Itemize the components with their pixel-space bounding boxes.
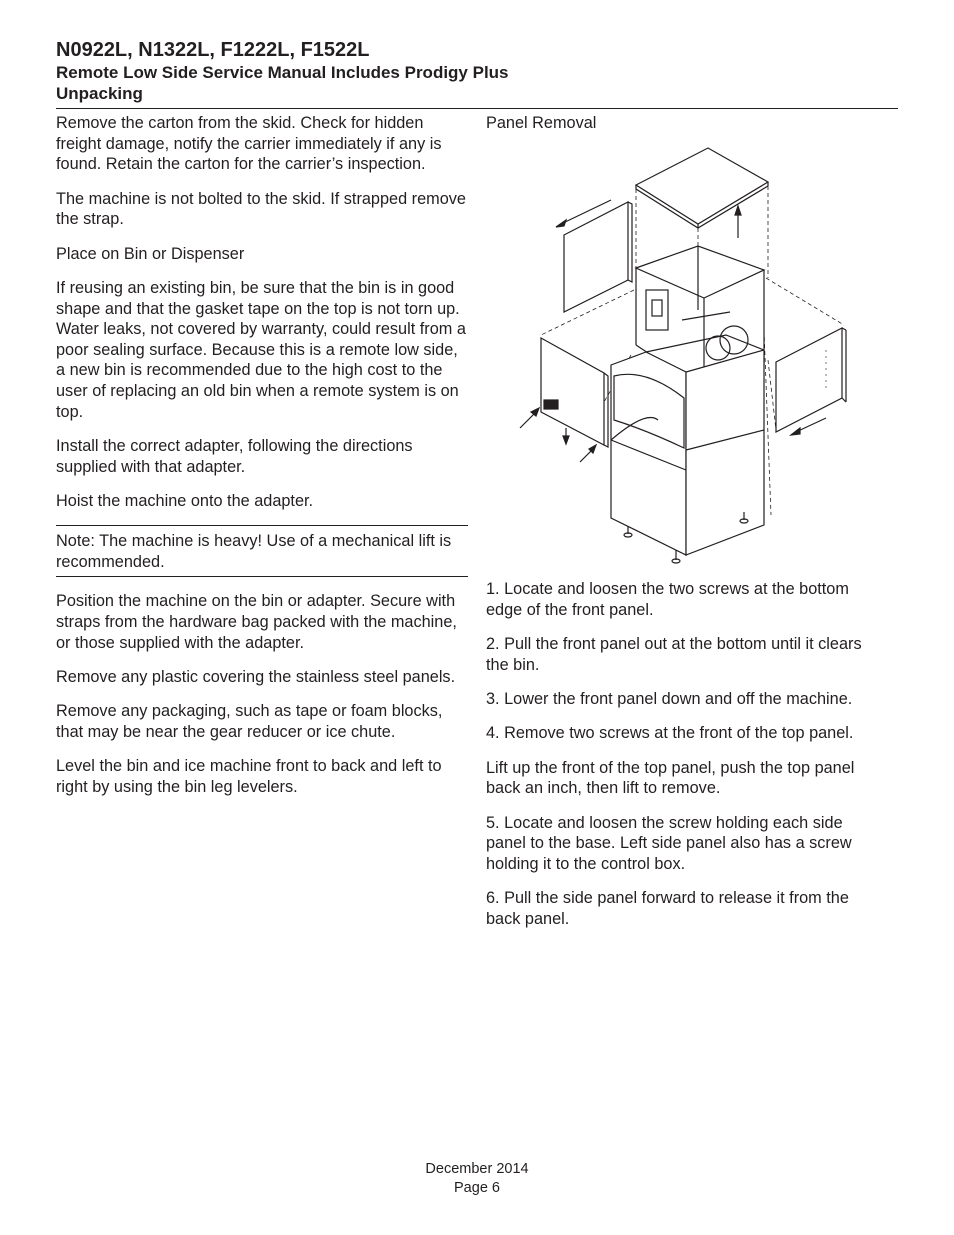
paragraph-level: Level the bin and ice machine front to back and left to right by using the bin leg levelers.	[56, 757, 442, 797]
left-column	[56, 113, 468, 811]
step-3: 3. Lower the front panel down and off the machine.	[486, 689, 853, 708]
paragraph-skid: The machine is not bolted to the skid. If strapped remove the strap.	[56, 189, 466, 229]
step-1: 1. Locate and loosen the two screws at the bottom edge of the front panel.	[486, 580, 849, 619]
step-4: 4. Remove two screws at the front of the top panel.	[486, 724, 854, 743]
section-title: Unpacking	[56, 84, 143, 103]
footer-page-number: Page 6	[454, 1180, 500, 1196]
page-header	[56, 38, 898, 104]
paragraph-hoist: Hoist the machine onto the adapter.	[56, 491, 314, 510]
step-6: 6. Pull the side panel forward to release it from the back panel.	[486, 889, 849, 928]
page-footer	[0, 1160, 954, 1198]
removal-steps	[486, 579, 886, 943]
figure-caption: Panel Removal	[486, 114, 597, 132]
paragraph-carton: Remove the carton from the skid. Check for hidden freight damage, notify the carrier immediately if any is found. Retain the carton for the carrier’s inspection.	[56, 114, 442, 174]
manual-title: Remote Low Side Service Manual Includes Prodigy Plus	[56, 63, 509, 82]
step-5: 5. Locate and loosen the screw holding each side panel to the base. Left side panel also has a screw holding it to the control box.	[486, 813, 852, 873]
paragraph-packaging: Remove any packaging, such as tape or foam blocks, that may be near the gear reducer or ice chute.	[56, 702, 443, 742]
step-2: 2. Pull the front panel out at the bottom until it clears the bin.	[486, 634, 862, 674]
ice-bin	[611, 352, 686, 555]
heavy-note	[56, 525, 468, 577]
paragraph-position: Position the machine on the bin or adapter. Secure with straps from the hardware bag packed with the machine, or those supplied with the adapter.	[56, 592, 457, 652]
note-text: Note: The machine is heavy! Use of a mechanical lift is recommended.	[56, 532, 452, 571]
paragraph-existing-bin: If reusing an existing bin, be sure that the bin is in good shape and that the gasket tape on the top is not torn up. Water leaks, not covered by warranty, could result from a poor sealing surface. Because this is a remote low side, a new bin is recommended due to the high cost to the user of replacing an old bin when a remote system is on top.	[56, 278, 466, 421]
paragraph-adapter: Install the correct adapter, following the directions supplied with that adapter.	[56, 436, 413, 476]
paragraph-place-on-bin: Place on Bin or Dispenser	[56, 244, 245, 263]
model-title: N0922L, N1322L, F1222L, F1522L	[56, 39, 370, 61]
step-4-detail: Lift up the front of the top panel, push the top panel back an inch, then lift to remove.	[486, 758, 855, 798]
front-panel	[541, 338, 604, 445]
panel-removal-illustration	[486, 140, 886, 570]
paragraph-plastic: Remove any plastic covering the stainless steel panels.	[56, 668, 456, 687]
top-panel	[636, 148, 768, 224]
right-side-panel	[776, 328, 842, 432]
header-rule	[56, 108, 898, 109]
footer-date: December 2014	[425, 1161, 529, 1177]
